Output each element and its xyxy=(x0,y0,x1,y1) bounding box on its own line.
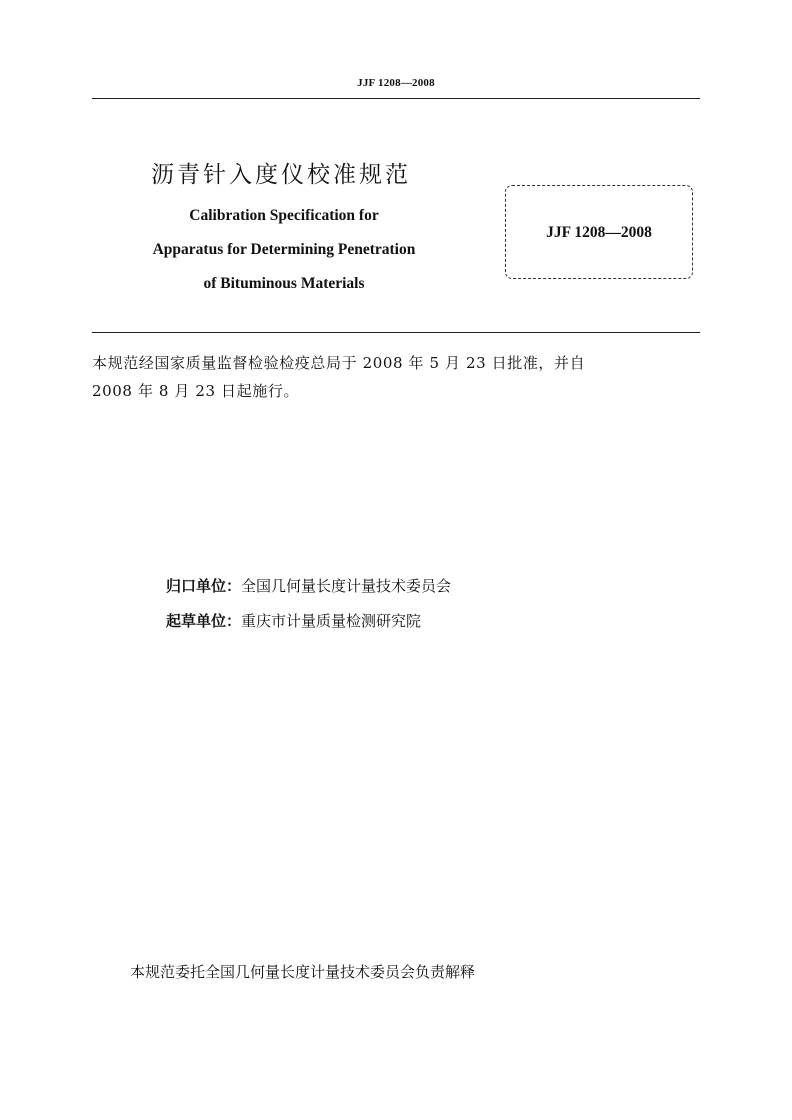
header-standard-code: JJF 1208—2008 xyxy=(357,77,435,89)
drafting-unit-label: 起草单位： xyxy=(166,612,242,630)
drafting-unit-row xyxy=(166,610,421,632)
approval-statement-line-2: 2008 年 8 月 23 日起施行。 xyxy=(92,382,300,400)
responsible-unit-label: 归口单位： xyxy=(166,577,242,595)
title-divider xyxy=(92,332,700,333)
drafting-unit-value: 重庆市计量质量检测研究院 xyxy=(241,612,422,630)
responsible-unit-row xyxy=(166,575,451,597)
document-title-english-line-1: Calibration Specification for xyxy=(189,207,379,224)
document-title-chinese: 沥青针入度仪校准规范 xyxy=(151,162,411,188)
header-divider xyxy=(92,98,700,99)
standard-code-box-text: JJF 1208—2008 xyxy=(546,224,652,241)
document-title-english-line-3: of Bituminous Materials xyxy=(203,275,365,292)
interpretation-note: 本规范委托全国几何量长度计量技术委员会负责解释 xyxy=(130,963,476,981)
document-title-english-line-2: Apparatus for Determining Penetration xyxy=(152,241,416,258)
responsible-unit-value: 全国几何量长度计量技术委员会 xyxy=(241,577,452,595)
approval-statement-line-1: 本规范经国家质量监督检验检疫总局于 2008 年 5 月 23 日批准，并自 xyxy=(92,354,586,372)
